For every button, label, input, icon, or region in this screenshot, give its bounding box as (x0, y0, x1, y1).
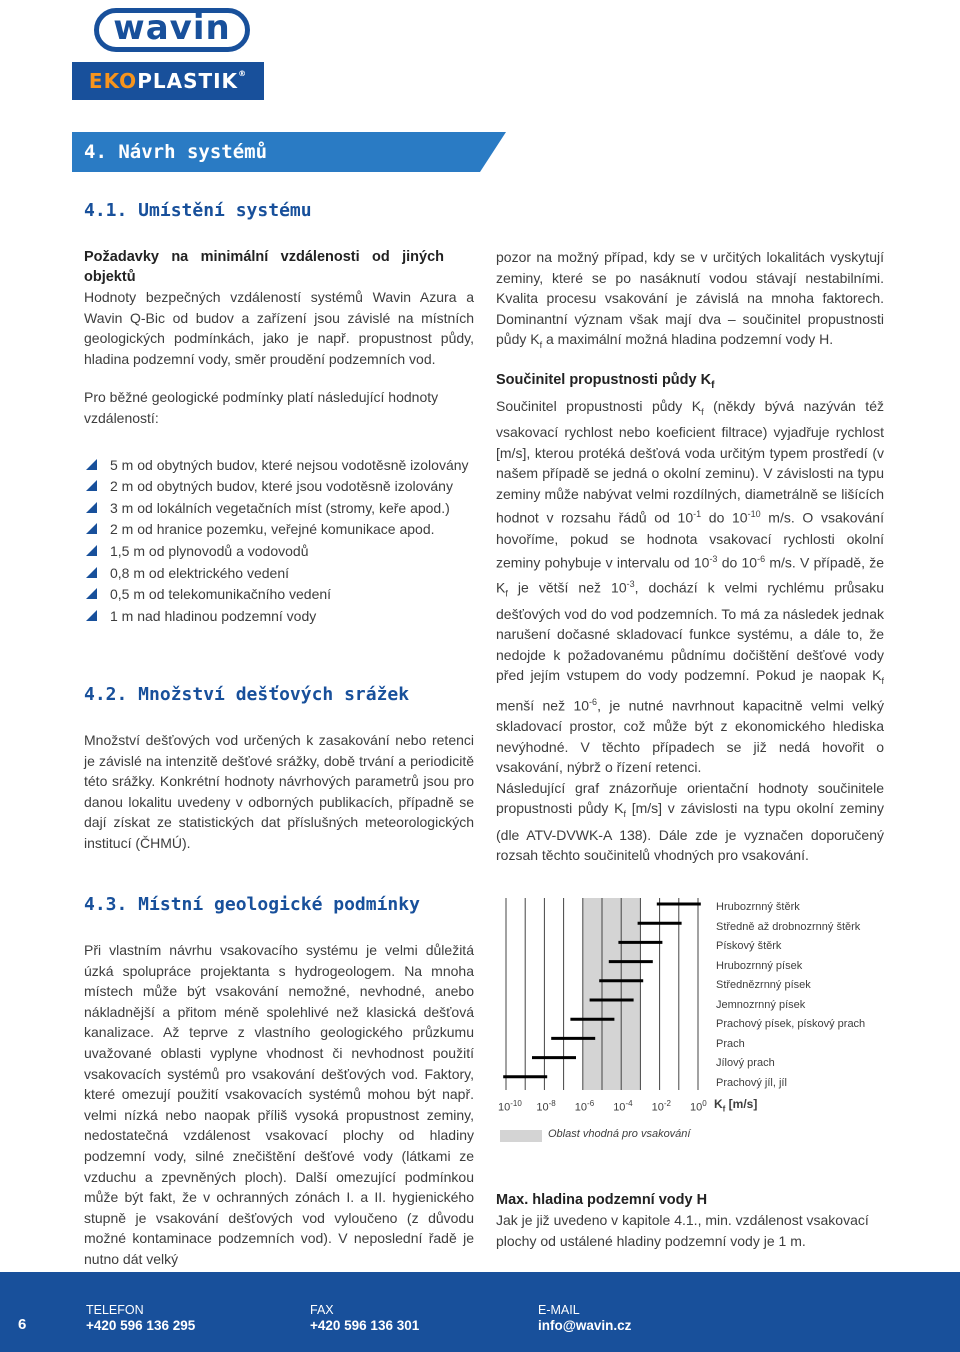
left-column-top (84, 247, 474, 627)
footer-email[interactable]: E-MAIL info@wavin.cz (538, 1303, 632, 1333)
rainfall-paragraph: Množství dešťových vod určených k zasakování nebo retenci je závislé na intenzitě dešťové srážky, době trvání a periodicitě této srážky. Konkrétní hodnoty návrhových parametrů jsou pro danou lokalitu uvedeny v odborných publikacích, případně se dají získat ze statistických dat příslušných meteorologických institucí (ČHMÚ). (84, 732, 474, 851)
soil-label: Prachový písek, pískový prach (716, 1018, 866, 1030)
soil-label: Středně až drobnozrnný štěrk (716, 920, 861, 933)
soil-label: Jemnozrnný písek (716, 998, 806, 1011)
footer-phone: TELEFON +420 596 136 295 (86, 1303, 196, 1333)
soil-labels (716, 898, 865, 1093)
list-item: 5 m od obytných budov, které nejsou vodotěsně izolovány (84, 455, 474, 476)
distance-list (84, 455, 474, 627)
right-intro-paragraph: pozor na možný případ, kdy se v určitých lokalitách vyskytují zeminy, které se po nasáknutí vodou stávají nestabilními. Kvalita procesu vsakování je závislá na mnoha faktorech. Dominantní význam však mají dva – součinitel propustnosti půdy $K_f$ a maximální možná hladina podzemní vody H. (496, 249, 884, 351)
x-tick-label: $10^{-4}$ (613, 1099, 633, 1114)
soil-label: Hrubozrnný písek (716, 959, 803, 972)
max-h-heading: Max. hladina podzemní vody H (496, 1192, 708, 1208)
suitable-range-area (583, 898, 641, 1090)
list-item: 3 m od lokálních vegetačních míst (stromy, keře apod.) (84, 498, 474, 519)
soil-label: Pískový štěrk (716, 940, 782, 952)
list-item: 0,8 m od elektrického vedení (84, 563, 474, 584)
x-tick-label: $10^0$ (690, 1099, 707, 1114)
soil-label: Prach (716, 1037, 745, 1050)
suitable-range-label: Oblast vhodná pro vsakování (548, 1128, 691, 1140)
footer-fax: FAX +420 596 136 301 (310, 1303, 420, 1333)
soil-label: Střednězrnný písek (716, 979, 811, 991)
page-number: 6 (18, 1316, 27, 1333)
kf-heading: Součinitel propustnosti půdy $K_f$ (496, 371, 715, 391)
x-axis-label: $K_f$ [m/s] (714, 1097, 758, 1114)
x-tick-label: $10^{-10}$ (498, 1099, 522, 1114)
soil-label: Jílový prach (716, 1057, 775, 1069)
geology-paragraph: Při vlastním návrhu vsakovacího systému je velmi důležitá úzká spolupráce projektanta s hydrogeologem. Na mnoha místech může být vsakování nemožné, nevhodné, anebo nákladnější a přitom méně spolehlivé než klasická dešťová kanalizace. Až teprve z vlastního geologického průzkumu uvažované oblasti vyplyne vhodnost či nevhodnost použití vsakovacích systémů pro vsakování dešťových vod. Faktory, které omezují použití vsakovacích systémů mohou být např. velmi nízká nebo naopak příliš vysoká propustnost zeminy, nedostatečná vzdálenost vsakovací plochy od hladiny podzemní vody, silné znečištění dešťové vody (látkami ze vzduchu a zpevněných ploch). Další omezující podmínkou může být fakt, že v ochranných zónách I. a II. hygienického stupně je vsakování dešťových vod vyloučeno (z důvodu možné kontaminace podzemních vod). V neposlední řadě je nutno dát velký (84, 942, 474, 1267)
max-h-block (496, 1190, 896, 1251)
logo-word: wavin (113, 8, 231, 48)
requirements-paragraph: Hodnoty bezpečných vzdáleností systémů Wavin Azura a Wavin Q-Bic od budov a zařízení jsou závislé na místních geologických podmínkách, jako je např. propustnost půdy, hladina podzemní vody, směr proudění podzemních vod. (84, 289, 474, 367)
soil-label: Prachový jíl, jíl (716, 1076, 787, 1089)
list-item: 2 m od obytných budov, které jsou vodotěsně izolovány (84, 476, 474, 497)
max-h-paragraph: Jak je již uvedeno v kapitole 4.1., min. vzdálenost vsakovací plochy od ustálené hladiny podzemní vody je 1 m. (496, 1212, 869, 1249)
chart-intro-paragraph: Následující graf znázorňuje orientační hodnoty součinitele propustnosti půdy $K_f$ [m/s] v závislosti na typu okolní zeminy (dle ATV-DVWK-A 138). Dále zde je vyznačen doporučený rozsah těchto součinitelů vhodných pro vsakování. (496, 779, 885, 864)
distances-intro: Pro běžné geologické podmínky platí následující hodnoty vzdáleností: (84, 389, 439, 426)
suitable-range-swatch (500, 1130, 542, 1142)
chapter-title: 4. Návrh systémů (84, 141, 268, 163)
ekoplastik-wordmark: EKOPLASTIK® (88, 69, 248, 93)
right-column (496, 247, 884, 866)
soil-label: Hrubozrnný štěrk (716, 901, 800, 913)
section-4-2-title: 4.2. Množství dešťových srážek (84, 684, 410, 705)
chapter-banner (72, 132, 506, 172)
list-item: 2 m od hranice pozemku, veřejné komunikace apod. (84, 519, 474, 540)
ekoplastik-strip (72, 62, 264, 100)
x-tick-label: $10^{-6}$ (574, 1099, 595, 1114)
list-item: 1 m nad hladinou podzemní vody (84, 606, 474, 627)
wavin-badge (94, 8, 250, 52)
x-tick-label: $10^{-8}$ (536, 1099, 556, 1114)
section-4-1-title: 4.1. Umístění systému (84, 200, 312, 221)
list-item: 0,5 m od telekomunikačního vedení (84, 584, 474, 605)
x-tick-label: $10^{-2}$ (651, 1099, 671, 1114)
kf-paragraph: Součinitel propustnosti půdy $K_f$ (někdy bývá nazýván též vsakovací rychlost nebo koeficient filtrace) vyjadřuje rychlost [m/s], kterou protéká dešťová voda určitým typem prostředí (v našem případě se jedná o okolní zeminu). V závislosti na typu zeminy může nabývat velmi rozdílných, diametrálně se lišících hodnot v rozsahu řádů od $10^{-1}$ do $10^{-10}$ m/s. O vsakování hovoříme, pokud se hodnota vsakovací rychlosti okolní zeminy pohybuje v intervalu od $10^{-3}$ do $10^{-6}$ m/s. V případě, že $K_f$ je větší než $10^{-3}$, dochází k velmi rychlému průsaku dešťových vod do vod podzemních. To má za následek jednak narušení dočasné skladovací funkce systému, a dále to, že nedojde k požadovanému půdnímu dočištění dešťové vody před jejím vstupem do vody podzemní. Pokud je naopak $K_f$ menší než $10^{-6}$, je nutné navrhnout kapacitně velmi velký skladovací prostor, což může být z ekonomického hlediska nevýhodné. V těchto případech se již nedá hovořit o vsakování, nýbrž o řízení retenci. (496, 397, 884, 776)
kf-chart (498, 894, 708, 1094)
list-item: 1,5 m od plynovodů a vodovodů (84, 541, 474, 562)
requirements-heading: Požadavky na minimální vzdálenosti od jiných objektů (84, 249, 444, 285)
section-4-3-title: 4.3. Místní geologické podmínky (84, 894, 420, 915)
wavin-ekoplastik-logo (72, 4, 272, 104)
